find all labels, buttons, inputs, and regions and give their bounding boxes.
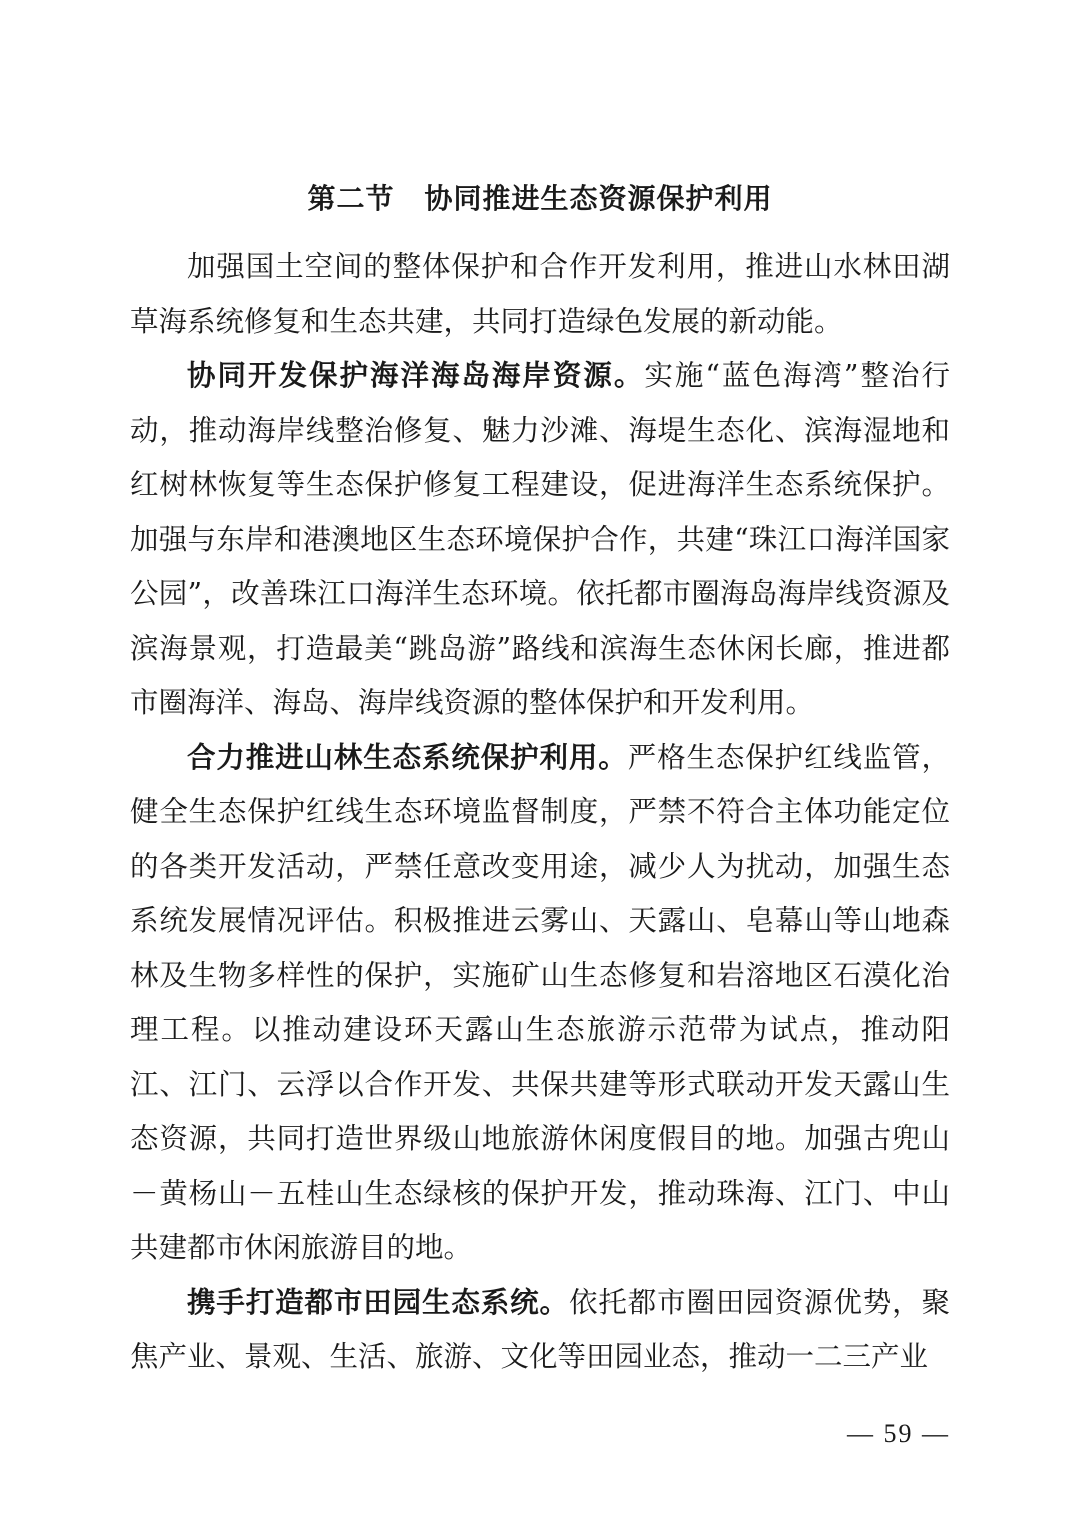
paragraph-farmland: [130, 1276, 950, 1385]
paragraph-text: 实施“蓝色海湾”整治行动，推动海岸线整治修复、魅力沙滩、海堤生态化、滨海湿地和红树林恢复等生态保护修复工程建设，促进海洋生态系统保护。加强与东岸和港澳地区生态环境保护合作，共建“珠江口海洋国家公园”，改善珠江口海洋生态环境。依托都市圈海岛海岸线资源及滨海景观，打造最美“跳岛游”路线和滨海生态休闲长廊，推进都市圈海洋、海岛、海岸线资源的整体保护和开发利用。: [130, 359, 950, 719]
page-number: — 59 —: [847, 1419, 950, 1448]
section-number: 第二节: [307, 182, 395, 215]
section-title: 协同推进生态资源保护利用: [424, 182, 773, 215]
paragraph-text: 加强国土空间的整体保护和合作开发利用，推进山水林田湖草海系统修复和生态共建，共同打造绿色发展的新动能。: [130, 250, 950, 338]
paragraph-text: 严格生态保护红线监管，健全生态保护红线生态环境监督制度，严禁不符合主体功能定位的各类开发活动，严禁任意改变用途，减少人为扰动，加强生态系统发展情况评估。积极推进云雾山、天露山、皂幕山等山地森林及生物多样性的保护，实施矿山生态修复和岩溶地区石漠化治理工程。以推动建设环天露山生态旅游示范带为试点，推动阳江、江门、云浮以合作开发、共保共建等形式联动开发天露山生态资源，共同打造世界级山地旅游休闲度假目的地。加强古兜山－黄杨山－五桂山生态绿核的保护开发，推动珠海、江门、中山共建都市休闲旅游目的地。: [130, 740, 950, 1264]
paragraph-text: 依托都市圈田园资源优势，聚焦产业、景观、生活、旅游、文化等田园业态，推动一二三产业: [130, 1285, 950, 1373]
paragraph-forest: [130, 731, 950, 1276]
body-text: [130, 240, 950, 1385]
paragraph-marine: [130, 349, 950, 731]
paragraph-lead: 携手打造都市田园生态系统。: [187, 1285, 569, 1319]
paragraph-lead: 合力推进山林生态系统保护利用。: [187, 740, 628, 774]
paragraph-lead: 协同开发保护海洋海岛海岸资源。: [187, 359, 645, 392]
paragraph-intro: [130, 240, 950, 349]
section-heading: [0, 172, 1080, 226]
